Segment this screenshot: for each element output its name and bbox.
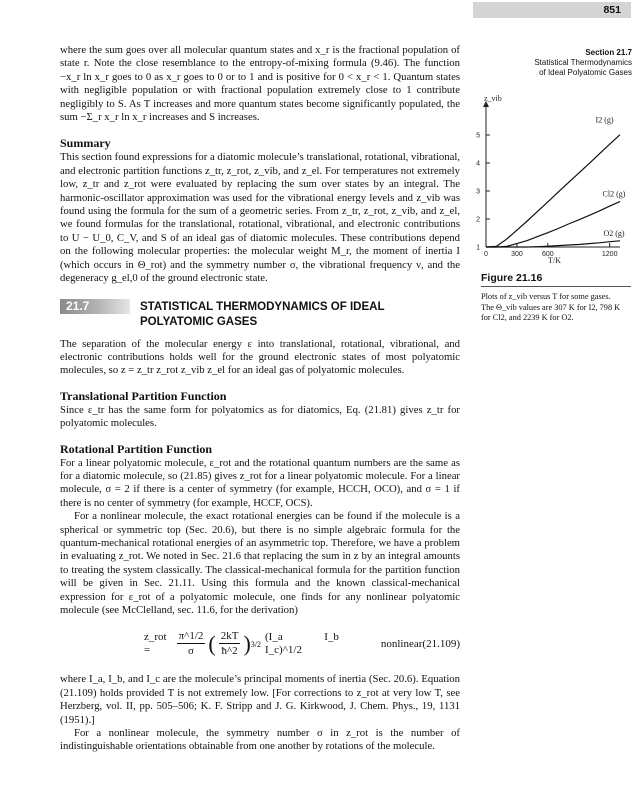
x-tick-label: 0 — [484, 251, 488, 258]
summary-paragraph: This section found expressions for a diatomic molecule’s translational, rotational, vibrational, and electronic partition functions z_tr, z_rot, z_vib, and z_el. For temperatures not extremely low, z_tr and z_rot were evaluated by replacing the sum over states by an integral. The harmonic-oscillator approximation was used for the vibrational energy levels and z_vib was found using the formula for the sum of a geometric series. From z_tr, z_rot, z_vib, and z_el, we found formulas for the translational, rotational, vibrational, and electronic contributions to U − U_0, C_V, and S of an ideal gas of diatomic molecules. These contributions depend on the following molecular properties: the molecular weight M_r, the moment of inertia I (which occurs in Θ_rot) and the symmetry number σ, the vibrational frequency ν, and the degeneracy g_el,0 of the ground electronic state. — [60, 151, 460, 285]
translational-paragraph: Since ε_tr has the same form for polyatomics as for diatomics, Eq. (21.81) gives z_tr for polyatomic molecules. — [60, 403, 460, 430]
section-intro-paragraph: The separation of the molecular energy ε into translational, rotational, vibrational, and electronic contributions holds well for the ground electronic states of most polyatomic molecules, so z = z_tr z_rot z_vib z_el for an ideal gas of polyatomic molecules. — [60, 337, 460, 377]
close-paren-icon: ) — [243, 631, 251, 657]
equation-fraction-pi-sigma — [177, 630, 206, 658]
page-number: 851 — [603, 4, 621, 16]
page-number-bar — [473, 2, 631, 18]
chart-svg — [470, 95, 630, 270]
y-tick-label: 2 — [476, 216, 480, 224]
section-title — [140, 299, 385, 330]
equation-inertia: (I_a I_b I_c)^1/2 — [265, 631, 339, 657]
x-axis-label: T/K — [548, 256, 561, 265]
figure-caption: Plots of z_vib versus T for some gases. The Θ_vib values are 307 K for I2, 798 K for Cl2, and 2239 K for O2. — [481, 292, 621, 323]
x-tick-label: 600 — [542, 251, 554, 258]
figure-label: Figure 21.16 — [481, 272, 543, 284]
chart-axes — [476, 101, 620, 258]
figure-21-16-chart — [470, 95, 630, 270]
running-head — [470, 48, 632, 78]
section-badge: 21.7 — [60, 299, 130, 314]
open-paren-icon: ( — [208, 631, 216, 657]
equation-fraction-kt — [219, 630, 241, 658]
series-label-0: I2 (g) — [595, 115, 614, 125]
equation-21-109 — [60, 625, 460, 663]
equation-pi-power: π^1/2 — [178, 630, 204, 643]
chart-series — [486, 115, 626, 247]
section-header — [60, 299, 460, 330]
rotational-paragraph-4: For a nonlinear molecule, the symmetry number σ in z_rot is the number of indistinguishable orientations obtainable from one another by rotations of the molecule. — [60, 727, 460, 753]
translational-heading: Translational Partition Function — [60, 388, 227, 403]
rotational-paragraph-2: For a nonlinear molecule, the exact rotational energies can be found if the molecule is a spherical or symmetric top (Sec. 20.6), but there is no simple algebraic formula for the quantum-mechanical rotational energies of an asymmetric top. Therefore, we have a problem in evaluating z_rot. We noted in Sec. 21.6 that replacing the sum in z by an integral amounts to treating the system classically. The classical-mechanical formula for the partition function will be given in Sec. 21.11. Using this formula and the known classical-mechanical expression for ε_rot of a polyatomic molecule, one finds for any nonlinear polyatomic molecule (see McClelland, sec. 11.6, for the derivation) — [60, 510, 460, 616]
running-head-section: Section 21.7 — [585, 48, 632, 57]
y-tick-label: 1 — [476, 244, 480, 252]
y-axis-label: z_vib — [484, 95, 502, 103]
figure-divider — [481, 286, 631, 287]
section-title-line-2: POLYATOMIC GASES — [140, 314, 258, 328]
equation-lhs: z_rot = — [144, 631, 167, 657]
rotational-heading: Rotational Partition Function — [60, 441, 212, 456]
equation-hbar: ħ^2 — [221, 645, 238, 658]
y-tick-label: 4 — [476, 160, 480, 168]
equation-number: (21.109) — [422, 637, 460, 650]
x-tick-label: 300 — [511, 251, 523, 258]
equation-kt: 2kT — [220, 630, 239, 643]
running-head-title-2: of Ideal Polyatomic Gases — [539, 68, 632, 77]
equation-sigma: σ — [188, 645, 194, 658]
rotational-paragraph-3: where I_a, I_b, and I_c are the molecule’s principal moments of inertia (Sec. 20.6). Equation (21.109) holds provided T is not extremely low. [For corrections to z_rot at very low T, see Herzberg, vol. II, pp. 505–506; K. F. Stripp and J. G. Kirkwood, J. Chem. Phys., 19, 1131 (1951).] — [60, 673, 460, 726]
main-column — [60, 44, 460, 754]
series-label-1: Cl2 (g) — [602, 189, 626, 199]
intro-paragraph: where the sum goes over all molecular quantum states and x_r is the fractional population of state r. Note the close resemblance to the entropy-of-mixing formula (9.46). The function −x_r ln x_r goes to 0 as x_r goes to 0 or to 1 and is positive for 0 < x_r < 1. Quantum states with negligible population or with fractional population extremely close to 1 contribute negligibly to S. As T increases and more quantum states become significantly populated, the sum −Σ_r x_r ln x_r increases and S increases. — [60, 44, 460, 124]
rotational-paragraph-1: For a linear polyatomic molecule, ε_rot and the rotational quantum numbers are the same as for a diatomic molecule, so (21.85) gives z_rot for a linear polyatomic molecule. For a linear molecule, σ = 2 if there is a center of symmetry (for example, HCCH, OCO), and σ = 1 if there is no center of symmetry (for example, HCCF, OCS). — [60, 456, 460, 509]
y-tick-label: 3 — [476, 188, 480, 196]
running-head-title-1: Statistical Thermodynamics — [534, 58, 632, 67]
series-label-2: O2 (g) — [603, 228, 625, 238]
summary-heading: Summary — [60, 136, 111, 151]
y-tick-label: 5 — [476, 132, 480, 140]
section-title-line-1: STATISTICAL THERMODYNAMICS OF IDEAL — [140, 298, 385, 313]
equation-exponent: 3/2 — [250, 639, 262, 649]
x-tick-label: 1200 — [601, 251, 618, 258]
equation-label: nonlinear — [380, 637, 423, 650]
